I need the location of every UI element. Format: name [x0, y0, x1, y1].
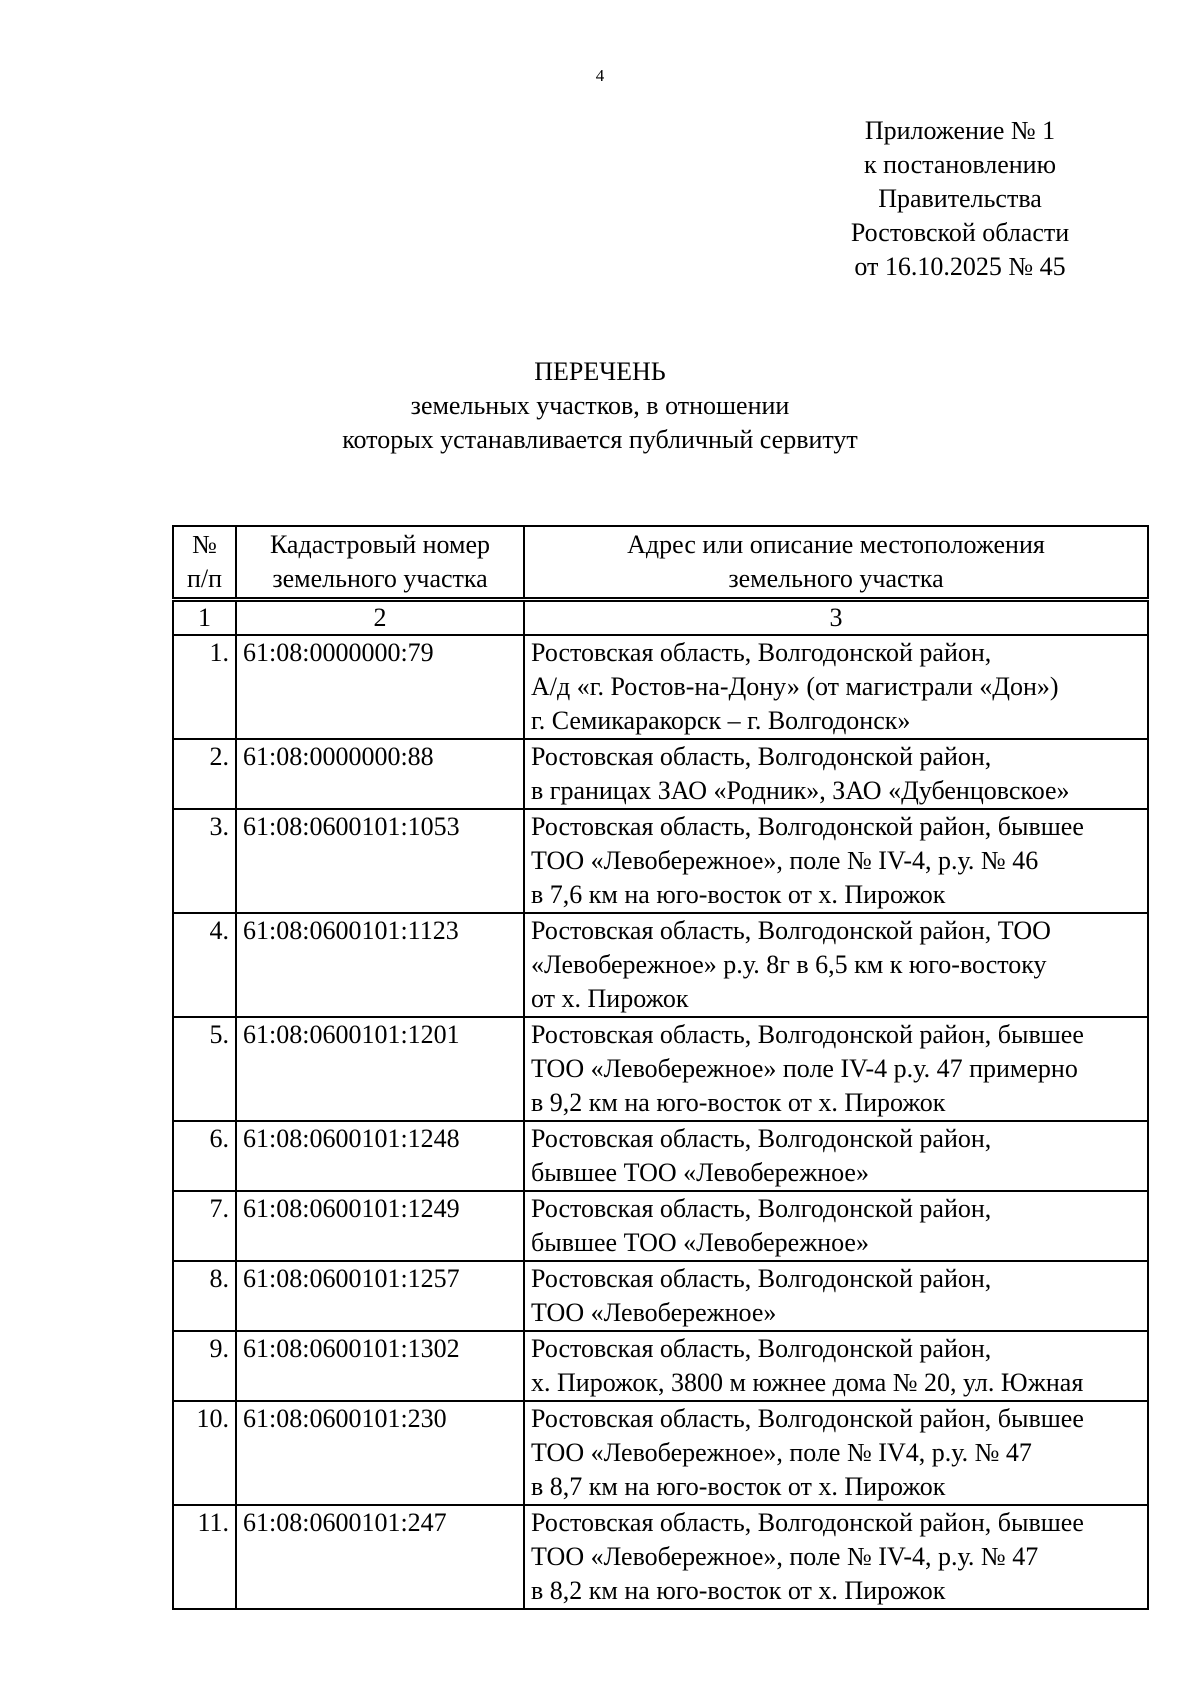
address-cell: [524, 1121, 1148, 1191]
address-line: в 7,6 км на юго-восток от х. Пирожок: [531, 880, 946, 909]
table-row: [173, 1191, 1148, 1261]
address-line: «Левобережное» р.у. 8г в 6,5 км к юго-востоку: [531, 950, 1047, 979]
address-line: Ростовская область, Волгодонской район, бывшее: [531, 1020, 1084, 1049]
appendix-line: Приложение № 1: [864, 116, 1056, 145]
row-number: 9.: [173, 1331, 236, 1401]
row-number: 7.: [173, 1191, 236, 1261]
table-row: [173, 913, 1148, 1017]
table-row: [173, 1017, 1148, 1121]
row-number: 6.: [173, 1121, 236, 1191]
address-line: Ростовская область, Волгодонской район, бывшее: [531, 1508, 1084, 1537]
appendix-line: к постановлению: [863, 150, 1057, 179]
address-cell: [524, 1017, 1148, 1121]
address-line: ТОО «Левобережное», поле № IV-4, р.у. № 46: [531, 846, 1039, 875]
header-text: п/п: [186, 564, 223, 593]
address-line: бывшее ТОО «Левобережное»: [531, 1228, 869, 1257]
table-row: [173, 809, 1148, 913]
table-row: [173, 739, 1148, 809]
header-text: земельного участка: [728, 564, 944, 593]
cadastral-number: 61:08:0600101:230: [236, 1401, 524, 1505]
table-row: [173, 1505, 1148, 1609]
cadastral-number: 61:08:0600101:1249: [236, 1191, 524, 1261]
col-index: 2: [236, 600, 524, 636]
address-line: от х. Пирожок: [531, 984, 689, 1013]
address-cell: [524, 739, 1148, 809]
address-line: в 8,2 км на юго-восток от х. Пирожок: [531, 1576, 946, 1605]
address-line: х. Пирожок, 3800 м южнее дома № 20, ул. Южная: [531, 1368, 1084, 1397]
header-num: [173, 526, 236, 600]
address-cell: [524, 1331, 1148, 1401]
appendix-line: от 16.10.2025 № 45: [854, 252, 1066, 281]
table-index-row: [173, 600, 1148, 636]
title-line: которых устанавливается публичный сервитут: [342, 425, 858, 454]
address-line: ТОО «Левобережное» поле IV-4 р.у. 47 примерно: [531, 1054, 1078, 1083]
page-number: 4: [595, 66, 605, 85]
address-line: Ростовская область, Волгодонской район,: [531, 1124, 992, 1153]
address-cell: [524, 1401, 1148, 1505]
address-cell: [524, 1191, 1148, 1261]
parcels-table: [172, 525, 1149, 1610]
cadastral-number: 61:08:0600101:1248: [236, 1121, 524, 1191]
cadastral-number: 61:08:0600101:1302: [236, 1331, 524, 1401]
address-line: в 9,2 км на юго-восток от х. Пирожок: [531, 1088, 946, 1117]
appendix-line: Ростовской области: [850, 218, 1070, 247]
title-line: земельных участков, в отношении: [410, 391, 790, 420]
cadastral-number: 61:08:0000000:88: [236, 739, 524, 809]
address-cell: [524, 635, 1148, 739]
row-number: 10.: [173, 1401, 236, 1505]
address-line: Ростовская область, Волгодонской район, бывшее: [531, 1404, 1084, 1433]
cadastral-number: 61:08:0600101:1257: [236, 1261, 524, 1331]
table-row: [173, 1331, 1148, 1401]
address-line: бывшее ТОО «Левобережное»: [531, 1158, 869, 1187]
row-number: 4.: [173, 913, 236, 1017]
header-cadastral: [236, 526, 524, 600]
address-line: Ростовская область, Волгодонской район, бывшее: [531, 812, 1084, 841]
header-text: №: [192, 530, 217, 559]
col-index: 1: [173, 600, 236, 636]
address-line: ТОО «Левобережное», поле № IV4, р.у. № 47: [531, 1438, 1032, 1467]
address-line: ТОО «Левобережное»: [531, 1298, 777, 1327]
row-number: 8.: [173, 1261, 236, 1331]
cadastral-number: 61:08:0600101:247: [236, 1505, 524, 1609]
appendix-block: [800, 114, 1120, 284]
header-text: земельного участка: [272, 564, 488, 593]
table-row: [173, 1121, 1148, 1191]
table-row: [173, 1401, 1148, 1505]
row-number: 3.: [173, 809, 236, 913]
address-line: Ростовская область, Волгодонской район,: [531, 1264, 992, 1293]
address-line: Ростовская область, Волгодонской район, ТОО: [531, 916, 1051, 945]
appendix-line: Правительства: [878, 184, 1042, 213]
header-text: Кадастровый номер: [269, 530, 491, 559]
cadastral-number: 61:08:0600101:1123: [236, 913, 524, 1017]
address-cell: [524, 809, 1148, 913]
address-line: в границах ЗАО «Родник», ЗАО «Дубенцовское»: [531, 776, 1070, 805]
row-number: 5.: [173, 1017, 236, 1121]
address-cell: [524, 1505, 1148, 1609]
row-number: 11.: [173, 1505, 236, 1609]
title-heading: ПЕРЕЧЕНЬ: [534, 357, 666, 386]
document-title: [0, 355, 1200, 457]
header-address: [524, 526, 1148, 600]
col-index: 3: [524, 600, 1148, 636]
address-line: в 8,7 км на юго-восток от х. Пирожок: [531, 1472, 946, 1501]
address-line: А/д «г. Ростов-на-Дону» (от магистрали «Дон»): [531, 672, 1059, 701]
address-cell: [524, 1261, 1148, 1331]
table-row: [173, 1261, 1148, 1331]
row-number: 1.: [173, 635, 236, 739]
address-cell: [524, 913, 1148, 1017]
address-line: Ростовская область, Волгодонской район,: [531, 1194, 992, 1223]
address-line: г. Семикаракорск – г. Волгодонск»: [531, 706, 911, 735]
cadastral-number: 61:08:0000000:79: [236, 635, 524, 739]
table-header-row: [173, 526, 1148, 600]
address-line: Ростовская область, Волгодонской район,: [531, 742, 992, 771]
address-line: ТОО «Левобережное», поле № IV-4, р.у. № 47: [531, 1542, 1039, 1571]
table-row: [173, 635, 1148, 739]
row-number: 2.: [173, 739, 236, 809]
address-line: Ростовская область, Волгодонской район,: [531, 638, 992, 667]
header-text: Адрес или описание местоположения: [627, 530, 1045, 559]
cadastral-number: 61:08:0600101:1201: [236, 1017, 524, 1121]
address-line: Ростовская область, Волгодонской район,: [531, 1334, 992, 1363]
cadastral-number: 61:08:0600101:1053: [236, 809, 524, 913]
